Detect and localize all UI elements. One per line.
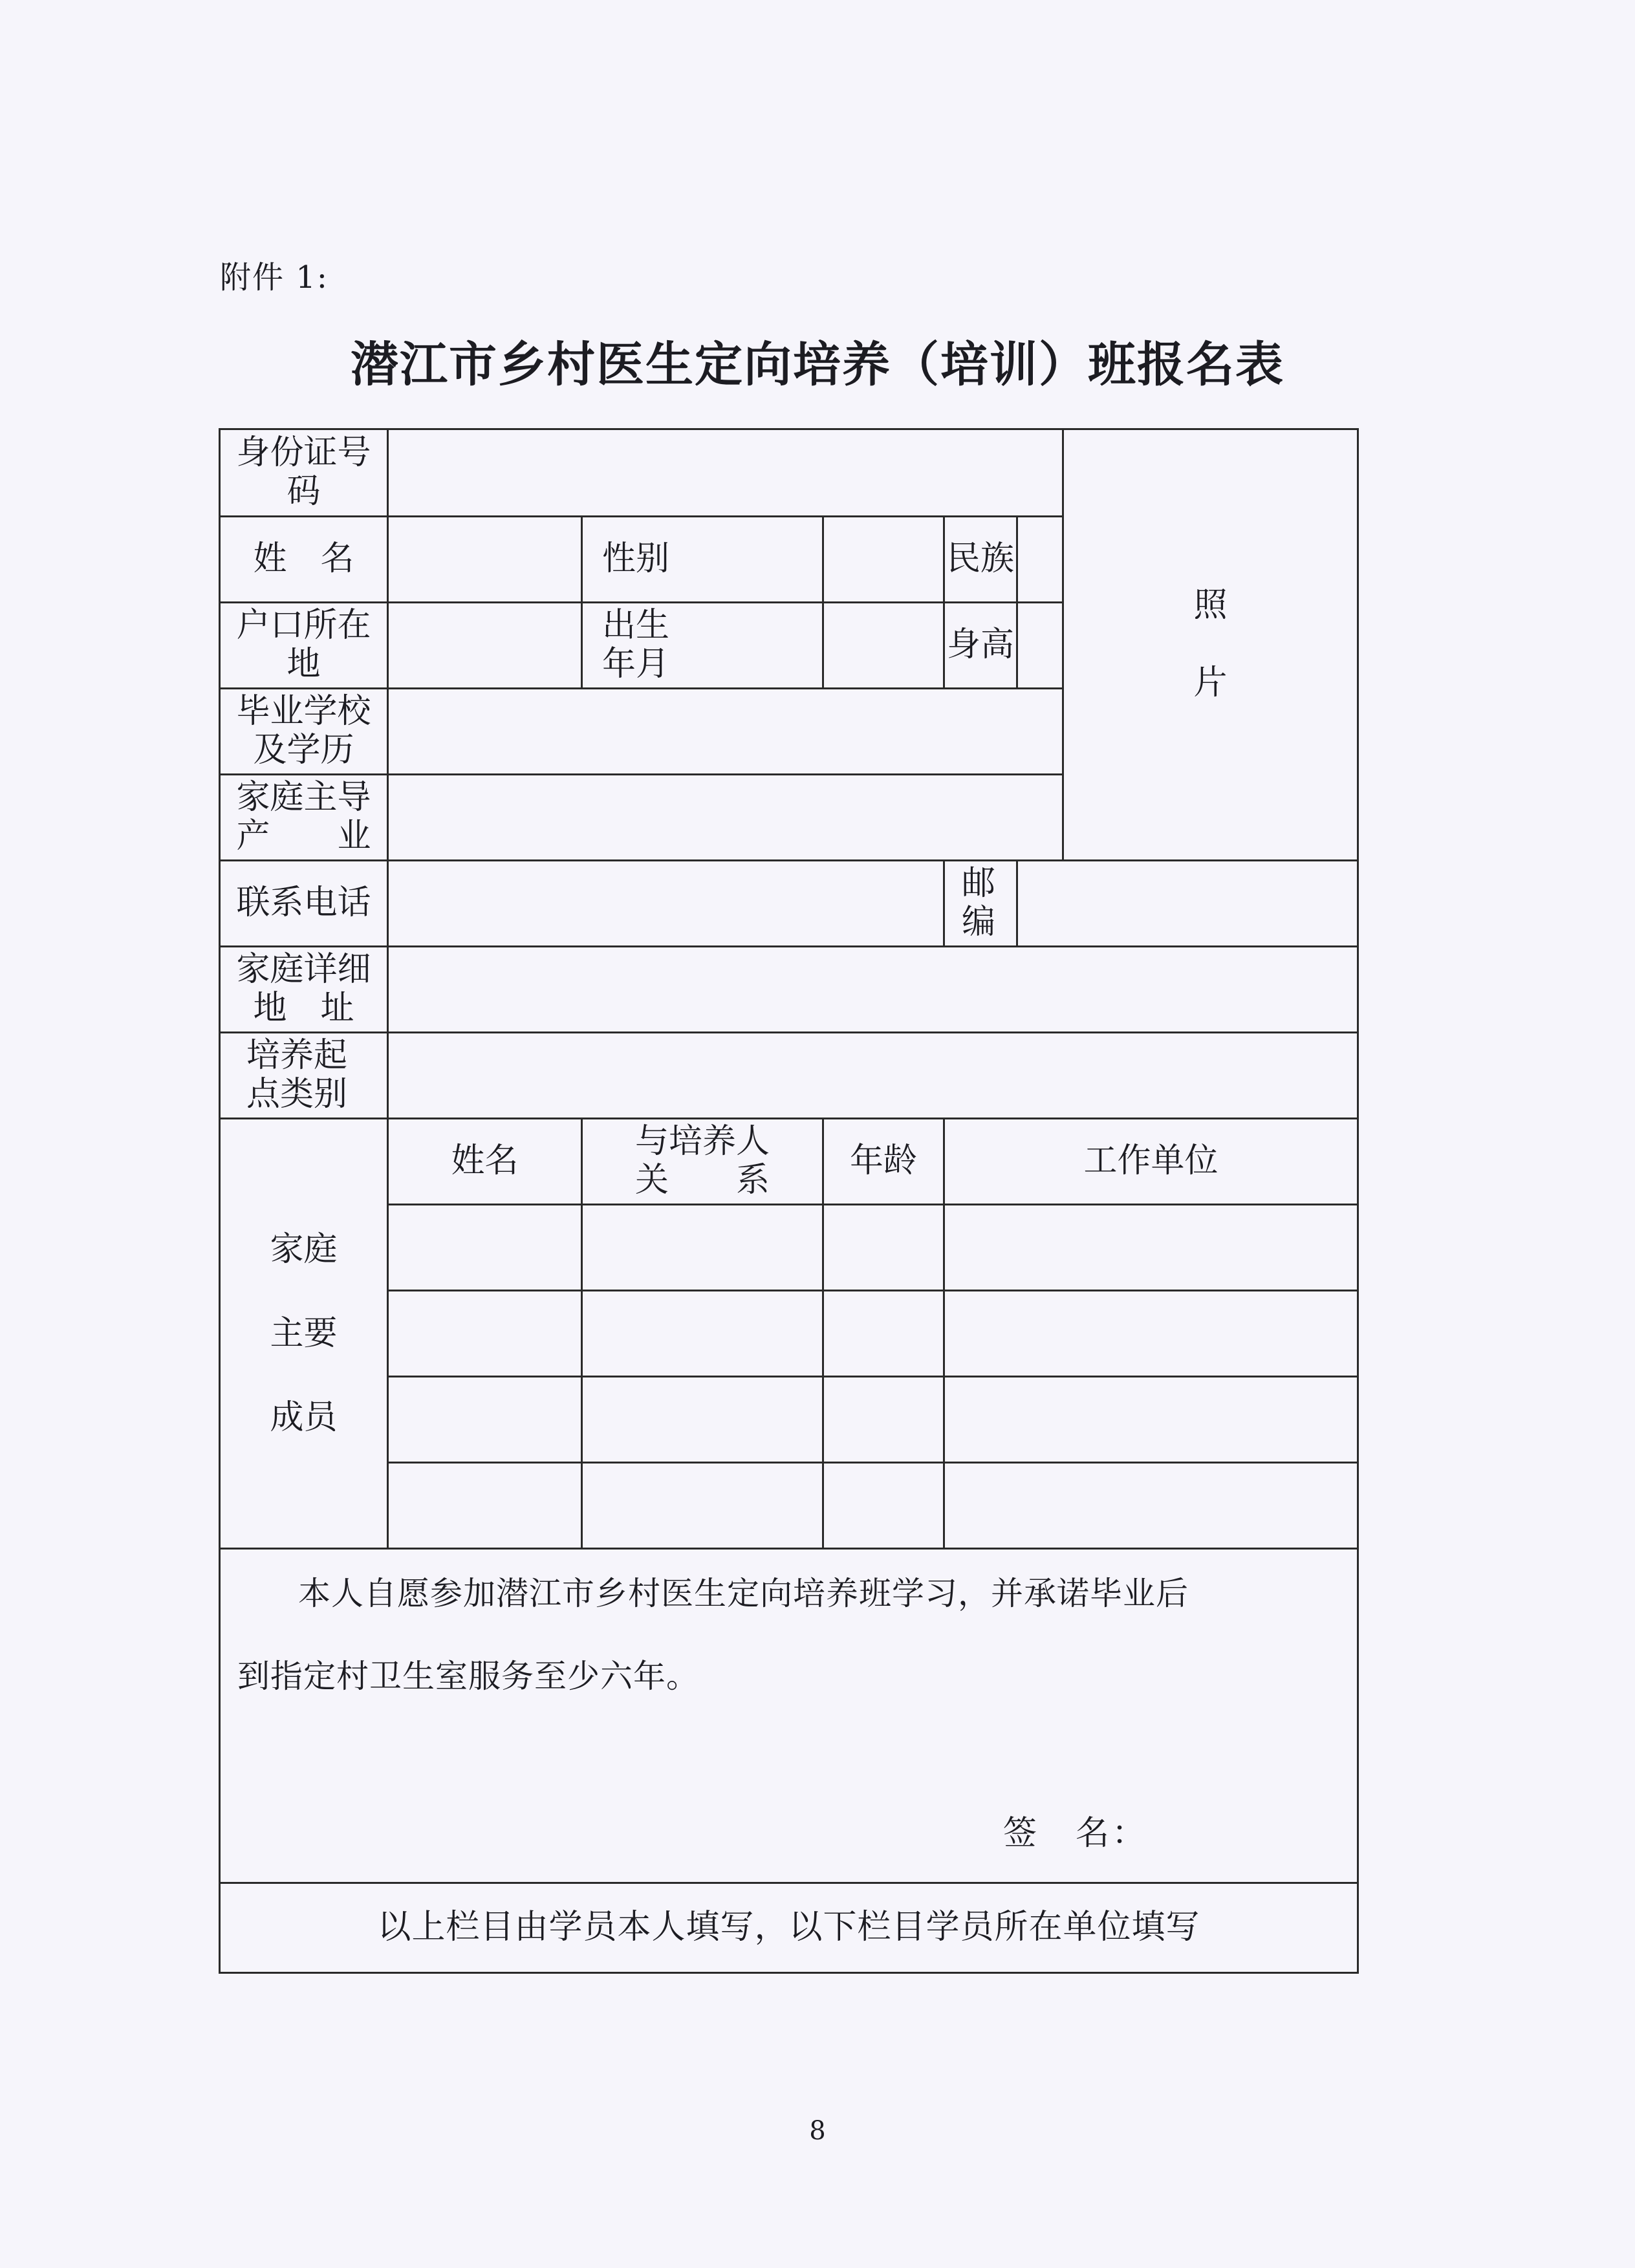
photo-label-1: 照 [1193,586,1228,625]
phone-label: 联系电话 [220,861,388,947]
family-header-age: 年龄 [823,1119,944,1205]
family-work-cell[interactable] [944,1463,1358,1549]
gender-field[interactable] [823,517,944,603]
family-header-work: 工作单位 [944,1119,1358,1205]
family-work-cell[interactable] [944,1377,1358,1463]
pledge-line-1: 本人自愿参加潜江市乡村医生定向培养班学习，并承诺毕业后 [298,1575,1189,1612]
family-row [220,1291,1358,1377]
family-label-1: 家庭 [270,1230,338,1269]
family-age-cell[interactable] [823,1291,944,1377]
family-header-name: 姓名 [388,1119,582,1205]
relation-label-2: 关 系 [634,1161,770,1200]
family-age-cell[interactable] [823,1377,944,1463]
row-address [220,947,1358,1033]
family-relation-cell[interactable] [582,1377,823,1463]
photo-box[interactable] [1063,429,1358,861]
household-location-label: 户口所在地 [220,603,388,689]
family-name-cell[interactable] [388,1205,582,1291]
address-label-2: 地 址 [253,989,354,1028]
family-members-label [220,1119,388,1549]
address-label [220,947,388,1033]
family-row [220,1377,1358,1463]
family-work-cell[interactable] [944,1205,1358,1291]
school-label-2: 及学历 [253,731,354,770]
pledge-line-2: 到指定村卫生室服务至少六年。 [237,1658,699,1695]
industry-label [220,775,388,861]
family-name-cell[interactable] [388,1291,582,1377]
school-label [220,689,388,775]
note-row [220,1883,1358,1973]
row-category [220,1033,1358,1119]
ethnicity-label: 民族 [944,517,1017,603]
birth-label-2: 年月 [602,645,670,684]
family-name-cell[interactable] [388,1377,582,1463]
ethnicity-field[interactable] [1017,517,1063,603]
height-field[interactable] [1017,603,1063,689]
family-name-cell[interactable] [388,1463,582,1549]
school-label-1: 毕业学校 [236,692,371,731]
phone-field[interactable] [388,861,944,947]
name-label: 姓 名 [220,517,388,603]
name-field[interactable] [388,517,582,603]
postcode-field[interactable] [1017,861,1358,947]
category-label [220,1033,388,1119]
pledge-row [220,1549,1358,1883]
photo-label-2: 片 [1193,664,1228,702]
registration-form-table [219,428,1359,1974]
gender-label: 性别 [582,517,823,603]
address-label-1: 家庭详细 [236,950,371,989]
birth-label-1: 出生 [602,606,670,645]
category-label-1: 培养起 [246,1036,348,1075]
industry-field[interactable] [388,775,1063,861]
row-phone [220,861,1358,947]
postcode-label: 邮编 [944,861,1017,947]
household-location-field[interactable] [388,603,582,689]
family-relation-cell[interactable] [582,1463,823,1549]
family-label-3: 成员 [270,1398,338,1437]
section-note: 以上栏目由学员本人填写，以下栏目学员所在单位填写 [220,1883,1358,1973]
family-row [220,1205,1358,1291]
family-age-cell[interactable] [823,1205,944,1291]
category-field[interactable] [388,1033,1358,1119]
pledge-cell [220,1549,1358,1883]
id-number-field[interactable] [388,429,1063,517]
industry-label-2: 产 业 [236,817,371,856]
family-header-row [220,1119,1358,1205]
family-row [220,1463,1358,1549]
family-label-2: 主要 [270,1314,338,1353]
family-relation-cell[interactable] [582,1205,823,1291]
row-id-number [220,429,1358,517]
id-number-label: 身份证号码 [220,429,388,517]
family-age-cell[interactable] [823,1463,944,1549]
attachment-label: 附件 1: [220,259,329,296]
height-label: 身高 [944,603,1017,689]
family-header-relation [582,1119,823,1205]
category-label-2: 点类别 [246,1075,348,1114]
birth-date-field[interactable] [823,603,944,689]
page-number: 8 [809,2116,826,2146]
family-work-cell[interactable] [944,1291,1358,1377]
industry-label-1: 家庭主导 [236,778,371,817]
school-field[interactable] [388,689,1063,775]
birth-date-label [582,603,823,689]
address-field[interactable] [388,947,1358,1033]
form-title: 潜江市乡村医生定向培养（培训）班报名表 [351,337,1284,393]
signature-label: 签 名： [1003,1814,1149,1853]
family-relation-cell[interactable] [582,1291,823,1377]
relation-label-1: 与培养人 [634,1122,770,1161]
